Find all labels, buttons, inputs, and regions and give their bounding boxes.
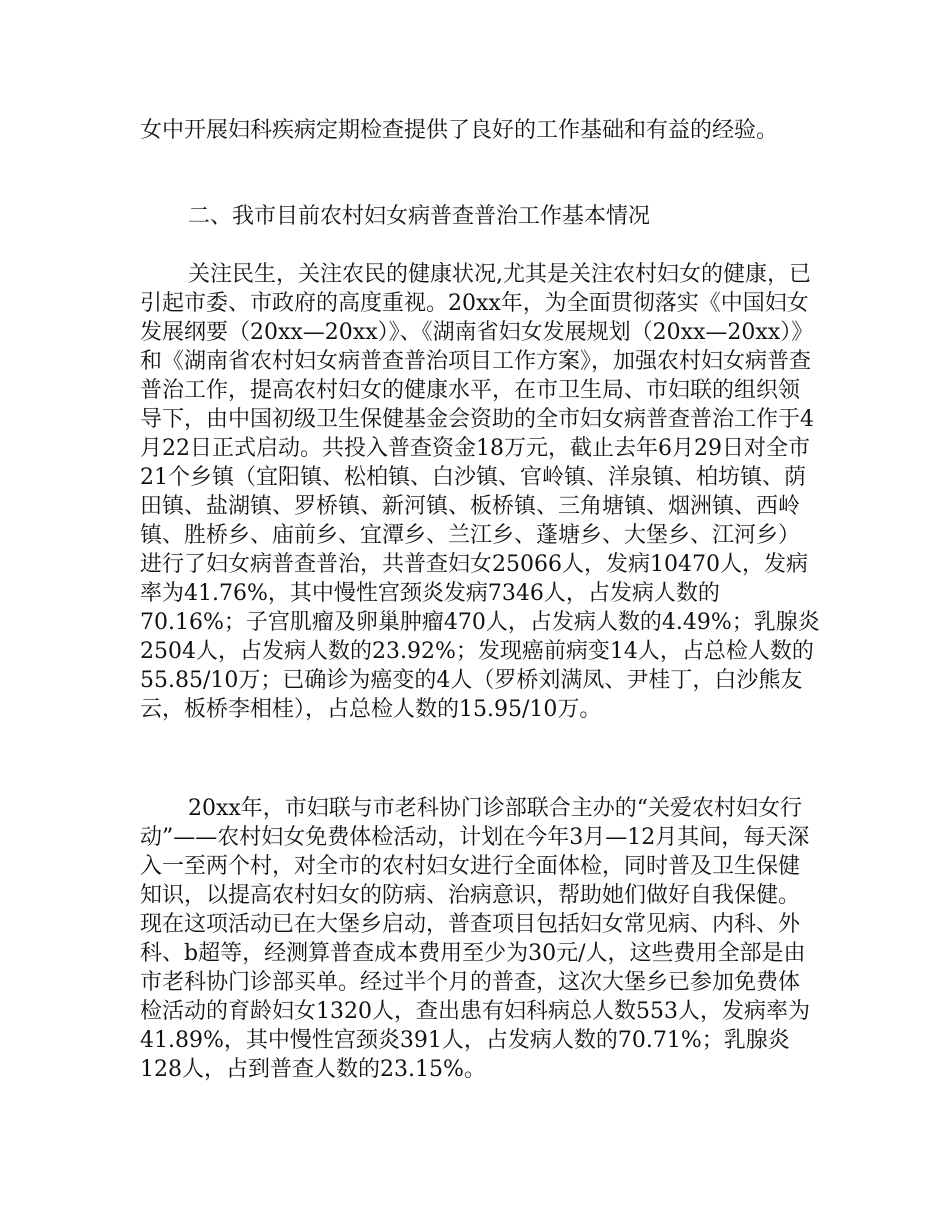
paragraph-main: 关注民生，关注农民的健康状况,尤其是关注农村妇女的健康，已引起市委、市政府的高度重视。20xx年，为全面贯彻落实《中国妇女发展纲要（20xx—20xx）》、《湖南省妇女发展规划（20xx—20xx）》和《湖南省农村妇女病普查普治项目工作方案》，加强农村妇女病普查普治工作，提高农村妇女的健康水平，在市卫生局、市妇联的组织领导下，由中国初级卫生保健基金会资助的全市妇女病普查普治工作于4月22日正式启动。共投入普查资金18万元，截止去年6月29日对全市21个乡镇（宜阳镇、松柏镇、白沙镇、官岭镇、洋泉镇、柏坊镇、荫田镇、盐湖镇、罗桥镇、新河镇、板桥镇、三角塘镇、烟洲镇、西岭镇、胜桥乡、庙前乡、宜潭乡、兰江乡、蓬塘乡、大堡乡、江河乡）进行了妇女病普查普治，共普查妇女25066人，发病10470人，发病率为41.76%，其中慢性宫颈炎发病7346人，占发病人数的70.16%；子宫肌瘤及卵巢肿瘤470人，占发病人数的4.49%；乳腺炎2504人，占发病人数的23.92%；发现癌前病变14人，占总检人数的55.85/10万；已确诊为癌变的4人（罗桥刘满凤、尹桂丁，白沙熊友云，板桥李相桂），占总检人数的15.95/10万。: [140, 262, 820, 722]
paragraph-continuation: 女中开展妇科疾病定期检查提供了良好的工作基础和有益的经验。: [140, 118, 779, 143]
paragraph-activity: 20xx年，市妇联与市老科协门诊部联合主办的“关爱农村妇女行动”——农村妇女免费体检活动，计划在今年3月—12月其间，每天深入一至两个村，对全市的农村妇女进行全面体检，同时普及卫生保健知识，以提高农村妇女的防病、治病意识，帮助她们做好自我保健。现在这项活动已在大堡乡启动，普查项目包括妇女常见病、内科、外科、b超等，经测算普查成本费用至少为30元/人，这些费用全部是由市老科协门诊部买单。经过半个月的普查，这次大堡乡已参加免费体检活动的育龄妇女1320人，查出患有妇科病总人数553人，发病率为41.89%，其中慢性宫颈炎391人，占发病人数的70.71%；乳腺炎128人，占到普查人数的23.15%。: [140, 796, 810, 1082]
section-heading: 二、我市目前农村妇女病普查普治工作基本情况: [188, 204, 651, 229]
